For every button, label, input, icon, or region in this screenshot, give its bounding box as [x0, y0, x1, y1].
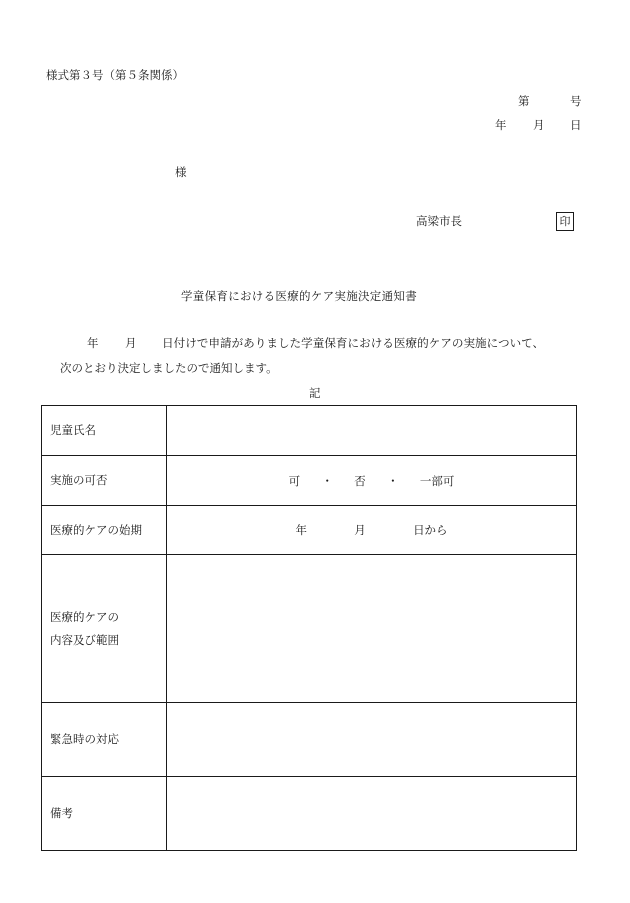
- child-name-value[interactable]: [167, 406, 577, 456]
- body-line1-rest: 日付けで申請がありました学童保育における医療的ケアの実施について、: [162, 336, 545, 350]
- seal-mark: 印: [556, 212, 574, 231]
- content-label-line2: 内容及び範囲: [50, 632, 119, 647]
- approval-label: 実施の可否: [42, 456, 167, 506]
- body-month: 月: [125, 336, 137, 350]
- approval-options: [167, 456, 577, 506]
- start-label: 医療的ケアの始期: [42, 506, 167, 555]
- ki-label: 記: [309, 386, 321, 400]
- table-row-child-name: [42, 406, 577, 456]
- table-row-emergency: [42, 703, 577, 777]
- option-approve[interactable]: 可: [288, 473, 301, 488]
- table-row-remarks: [42, 777, 577, 851]
- start-value: [167, 506, 577, 555]
- table-row-approval: [42, 456, 577, 506]
- doc-date-day: 日: [570, 118, 582, 132]
- option-separator: ・: [387, 473, 399, 488]
- option-partial[interactable]: 一部可: [419, 473, 455, 488]
- emergency-label: 緊急時の対応: [42, 703, 167, 777]
- start-day-suffix: 日から: [413, 523, 448, 537]
- doc-number-prefix: 第: [518, 94, 530, 108]
- body-year: 年: [87, 336, 99, 350]
- sender-title: 高梁市長: [416, 214, 462, 228]
- remarks-value[interactable]: [167, 777, 577, 851]
- start-year: 年: [295, 523, 307, 537]
- child-name-label: 児童氏名: [42, 406, 167, 456]
- table-row-content: [42, 555, 577, 703]
- option-separator: ・: [321, 473, 333, 488]
- content-label-line1: 医療的ケアの: [50, 609, 119, 624]
- recipient-suffix: 様: [175, 165, 187, 179]
- doc-date-month: 月: [533, 118, 545, 132]
- doc-date-year: 年: [495, 118, 507, 132]
- content-label: [42, 555, 167, 703]
- doc-number-suffix: 号: [570, 94, 582, 108]
- remarks-label: 備考: [42, 777, 167, 851]
- document-title: 学童保育における医療的ケア実施決定通知書: [181, 289, 417, 303]
- emergency-value[interactable]: [167, 703, 577, 777]
- content-value[interactable]: [167, 555, 577, 703]
- start-month: 月: [354, 523, 366, 537]
- body-line2: 次のとおり決定しましたので通知します。: [60, 361, 278, 375]
- option-deny[interactable]: 否: [354, 473, 366, 488]
- record-table: [41, 405, 577, 851]
- form-number: 様式第３号（第５条関係）: [46, 68, 184, 82]
- table-row-start: [42, 506, 577, 555]
